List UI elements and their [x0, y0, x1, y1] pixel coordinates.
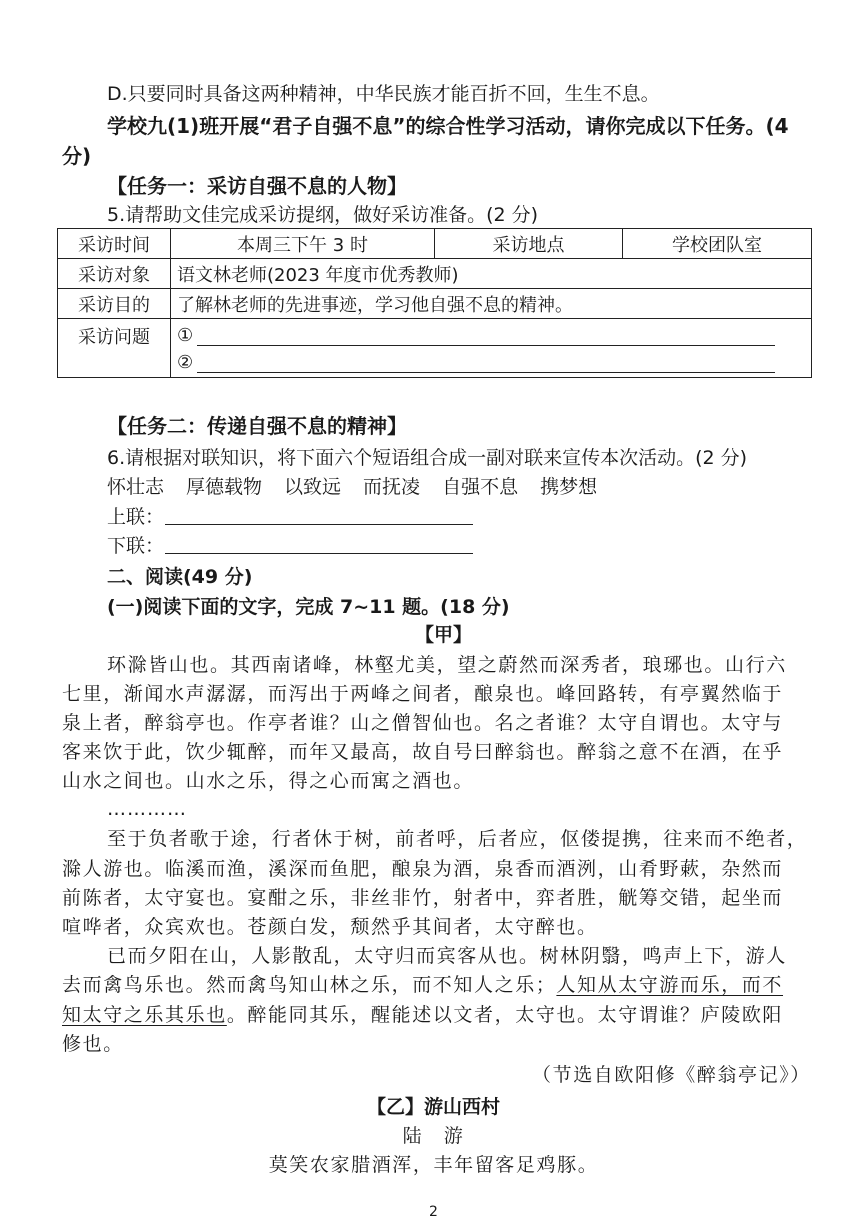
passage-line: 客来饮于此，饮少辄醉，而年又最高，故自号曰醉翁也。醉翁之意不在酒，在乎 [62, 741, 784, 763]
phrase-item: 自强不息 [442, 476, 519, 498]
page-number: 2 [429, 1204, 438, 1220]
poem-line: 莫笑农家腊酒浑，丰年留客足鸡豚。 [268, 1154, 599, 1176]
task2-title: 【任务二：传递自强不息的精神】 [107, 414, 407, 438]
questions-cell[interactable] [171, 319, 812, 378]
phrase-item: 而抚凌 [363, 476, 421, 498]
poem-line-wrap [0, 1153, 867, 1177]
phrase-item: 怀壮志 [107, 476, 165, 498]
place-value: 学校团队室 [623, 229, 812, 259]
table-row [58, 229, 812, 259]
yi-author-wrap [0, 1124, 867, 1148]
question-1-mark: ① [177, 325, 194, 346]
underlined-sentence: 知太守之乐其乐也 [62, 1004, 227, 1026]
phrase-item: 携梦想 [540, 476, 598, 498]
interview-table [57, 228, 812, 378]
phrase-item: 以致远 [284, 476, 342, 498]
table-row [58, 259, 812, 289]
passage-line [62, 1003, 783, 1027]
intro-line-1: 学校九(1)班开展“君子自强不息”的综合性学习活动，请你完成以下任务。(4 [107, 114, 789, 138]
yi-title: 【乙】游山西村 [366, 1096, 500, 1118]
underlined-sentence: 人知从太守游而乐，而不 [556, 974, 784, 996]
question-1-blank[interactable] [197, 329, 775, 346]
yi-author: 陆 游 [402, 1125, 465, 1147]
intro-line-2: 分) [62, 144, 92, 168]
page-number-wrap [0, 1200, 867, 1224]
lower-couplet-label: 下联： [107, 535, 165, 557]
passage-line: 泉上者，醉翁亭也。作亭者谁？山之僧智仙也。名之者谁？太守自谓也。太守与 [62, 712, 784, 734]
passage-line: 已而夕阳在山，人影散乱，太守归而宾客从也。树林阴翳，鸣声上下，游人 [107, 945, 787, 967]
question-5: 5.请帮助文佳完成采访提纲，做好采访准备。(2 分) [107, 204, 539, 226]
place-label: 采访地点 [435, 229, 623, 259]
yi-title-wrap [0, 1095, 867, 1119]
purpose-label: 采访目的 [58, 289, 171, 319]
passage-text: 去而禽鸟乐也。然而禽鸟知山林之乐，而不知人之乐； [62, 974, 557, 996]
person-label: 采访对象 [58, 259, 171, 289]
ellipsis: ………… [107, 798, 187, 820]
section-2-title: 二、阅读(49 分) [107, 566, 253, 588]
passage-line: 山水之间也。山水之乐，得之心而寓之酒也。 [62, 770, 475, 792]
passage-line: 修也。 [62, 1033, 124, 1055]
jia-title-wrap [0, 623, 867, 647]
question-2-mark: ② [177, 352, 194, 373]
passage-line [62, 973, 783, 997]
phrase-list [107, 475, 619, 499]
upper-couplet-label: 上联： [107, 506, 165, 528]
passage-text: 。醉能同其乐，醒能述以文者，太守也。太守谓谁？庐陵欧阳 [226, 1004, 784, 1026]
table-row [58, 289, 812, 319]
jia-title: 【甲】 [414, 624, 472, 646]
passage-line: 至于负者歌于途，行者休于树，前者呼，后者应，伛偻提携，往来而不绝者， [107, 828, 808, 850]
passage-line: 环滁皆山也。其西南诸峰，林壑尤美，望之蔚然而深秀者，琅琊也。山行六 [107, 654, 787, 676]
option-d: D.只要同时具备这两种精神，中华民族才能百折不回，生生不息。 [107, 83, 660, 105]
time-value: 本周三下午 3 时 [171, 229, 435, 259]
questions-label: 采访问题 [58, 319, 171, 378]
passage-line: 滁人游也。临溪而渔，溪深而鱼肥，酿泉为酒，泉香而酒洌，山肴野蔌，杂然而 [62, 858, 784, 880]
lower-couplet-blank[interactable] [165, 553, 473, 554]
part-1-instruction: (一)阅读下面的文字，完成 7~11 题。(18 分) [107, 596, 510, 618]
table-row [58, 319, 812, 378]
person-value: 语文林老师(2023 年度市优秀教师) [171, 259, 812, 289]
question-6: 6.请根据对联知识，将下面六个短语组合成一副对联来宣传本次活动。(2 分) [107, 447, 748, 469]
question-1-line[interactable] [177, 319, 805, 346]
source-citation: （节选自欧阳修《醉翁亭记》） [532, 1064, 811, 1086]
purpose-value: 了解林老师的先进事迹，学习他自强不息的精神。 [171, 289, 812, 319]
phrase-item: 厚德载物 [186, 476, 263, 498]
time-label: 采访时间 [58, 229, 171, 259]
task1-title: 【任务一：采访自强不息的人物】 [107, 174, 407, 198]
upper-couplet-blank[interactable] [165, 524, 473, 525]
passage-line: 前陈者，太守宴也。宴酣之乐，非丝非竹，射者中，弈者胜，觥筹交错，起坐而 [62, 887, 784, 909]
passage-line: 喧哗者，众宾欢也。苍颜白发，颓然乎其间者，太守醉也。 [62, 916, 598, 938]
question-2-line[interactable] [177, 346, 805, 373]
question-2-blank[interactable] [197, 356, 775, 373]
passage-line: 七里，渐闻水声潺潺，而泻出于两峰之间者，酿泉也。峰回路转，有亭翼然临于 [62, 683, 784, 705]
